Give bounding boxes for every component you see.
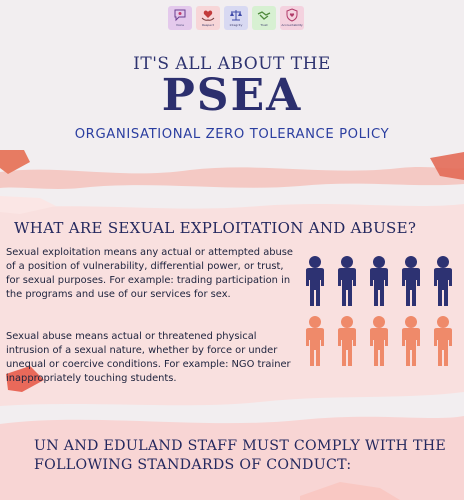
value-caption: Respect	[202, 23, 214, 27]
hands-heart-icon	[201, 8, 215, 22]
value-tile-respect	[196, 6, 220, 30]
header-kicker: IT'S ALL ABOUT THE	[133, 54, 331, 74]
handshake-icon	[257, 8, 271, 22]
people-graphic	[302, 252, 462, 372]
shield-heart-icon	[285, 8, 299, 22]
person-figure-coral	[306, 316, 324, 366]
value-tile-integrity	[224, 6, 248, 30]
person-figure-navy	[434, 256, 452, 306]
person-figure-navy	[306, 256, 324, 306]
value-caption: Voice	[176, 23, 184, 27]
page-title: PSEA	[161, 70, 303, 121]
person-figure-navy	[370, 256, 388, 306]
page-subtitle: ORGANISATIONAL ZERO TOLERANCE POLICY	[74, 127, 390, 142]
speech-bubble-heart-icon	[173, 8, 187, 22]
value-caption: Accountability	[281, 23, 303, 27]
person-figure-coral	[338, 316, 356, 366]
standards-heading-line: UN AND EDULAND STAFF MUST COMPLY WITH THE	[34, 438, 447, 454]
person-figure-coral	[402, 316, 420, 366]
abuse-definition: Sexual abuse means actual or threatened physical intrusion of a sexual nature, whether by force or under unequal or coercive conditions. For example: NGO trainer inappropriately touching students.	[6, 331, 291, 384]
header-divider-stroke	[0, 150, 464, 200]
section-heading: WHAT ARE SEXUAL EXPLOITATION AND ABUSE?	[14, 219, 417, 237]
person-figure-navy	[338, 256, 356, 306]
value-caption: Trust	[260, 23, 268, 27]
value-tile-voice	[168, 6, 192, 30]
value-tile-accountability	[280, 6, 304, 30]
value-icon-strip	[168, 6, 304, 30]
person-figure-coral	[370, 316, 388, 366]
exploitation-definition: Sexual exploitation means any actual or attempted abuse of a position of vulnerability, differential power, or trust, for sexual purposes. For example: trading participation in the programs and use of our services for sex.	[6, 247, 294, 300]
person-figure-navy	[402, 256, 420, 306]
value-tile-trust	[252, 6, 276, 30]
scales-icon	[229, 8, 243, 22]
standards-heading-line: FOLLOWING STANDARDS OF CONDUCT:	[34, 457, 352, 473]
person-figure-coral	[434, 316, 452, 366]
standards-heading	[34, 437, 454, 475]
value-caption: Integrity	[229, 23, 243, 27]
